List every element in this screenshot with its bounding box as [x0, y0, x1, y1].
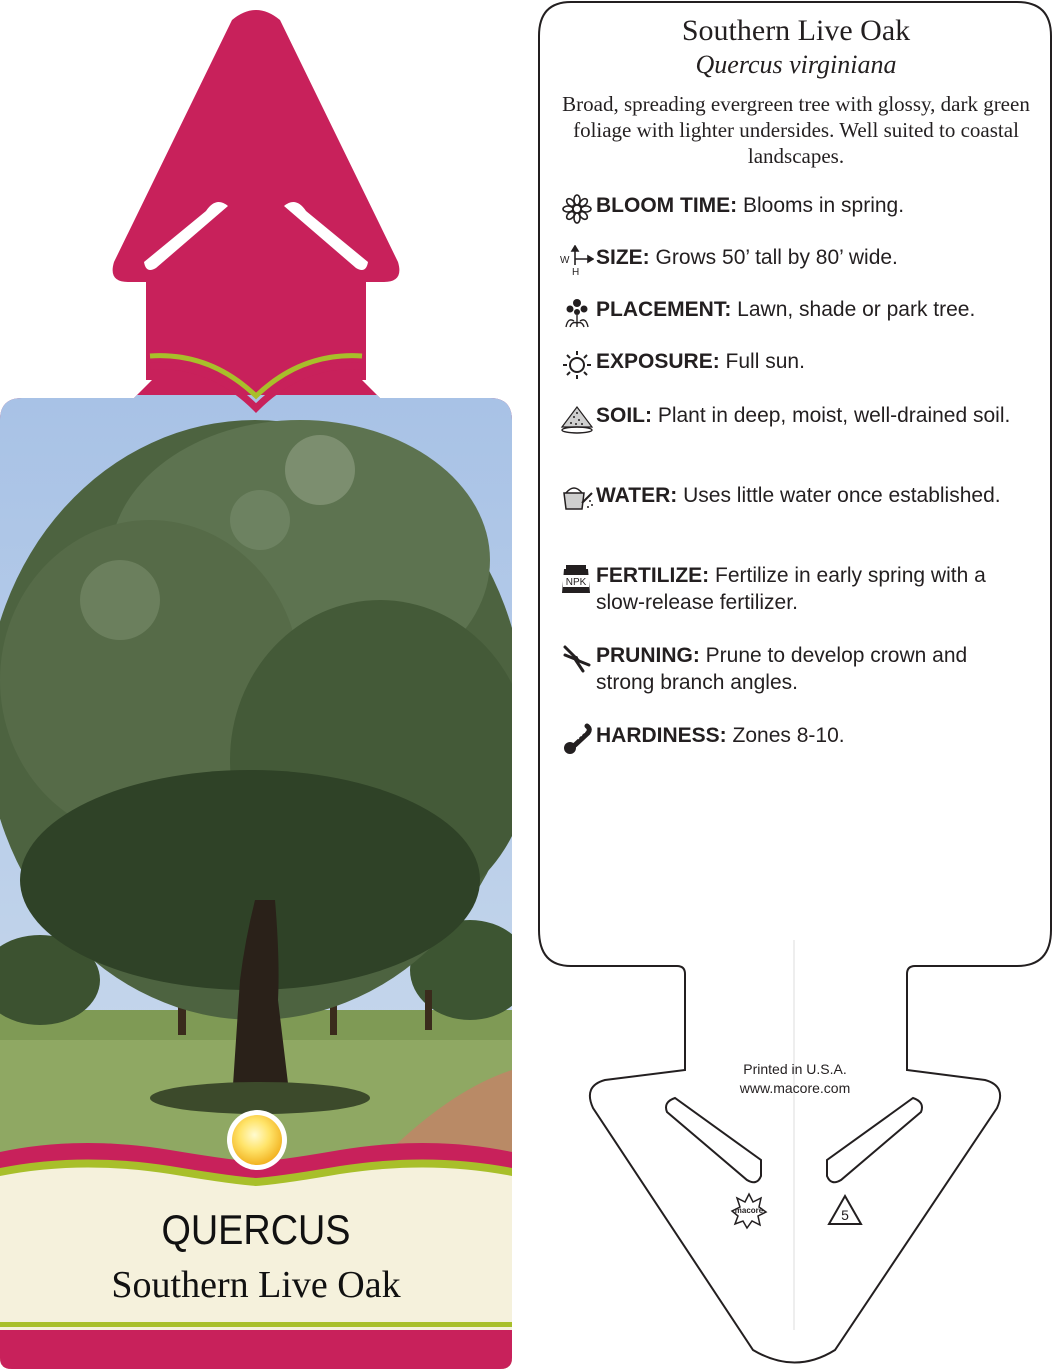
plant-common-name: Southern Live Oak: [111, 1264, 401, 1306]
care-text: Prune to develop crown and strong branch angles.: [596, 644, 968, 694]
plant-description: Broad, spreading evergreen tree with glossy, dark green foliage with lighter undersides. Well suited to coastal landscapes.: [562, 92, 1030, 168]
care-label: PLACEMENT:: [596, 298, 732, 321]
care-text: Lawn, shade or park tree.: [731, 298, 976, 321]
macore-logo-text: macore: [734, 1206, 764, 1215]
care-label: PRUNING:: [596, 644, 700, 667]
care-label: BLOOM TIME:: [596, 194, 738, 217]
care-row-pruning: [558, 642, 1028, 696]
front-tag: [0, 0, 520, 1369]
printed-note: [700, 1060, 890, 1098]
sun-icon: [558, 348, 596, 382]
care-label: SIZE:: [596, 246, 650, 269]
svg-text:W: W: [560, 255, 570, 266]
flower-icon: [558, 192, 596, 226]
pruners-icon: [558, 642, 596, 676]
hanger-arrow: [113, 10, 400, 380]
care-row-bloom: [558, 192, 1028, 226]
back-title: Southern Live Oak: [681, 14, 911, 47]
printed-country: Printed in U.S.A.: [743, 1061, 847, 1077]
care-row-water: [558, 482, 1028, 516]
svg-text:NPK: NPK: [565, 577, 587, 588]
care-row-size: [558, 244, 1028, 278]
plant-genus: QUERCUS: [161, 1206, 351, 1253]
thermometer-icon: [558, 722, 596, 756]
care-row-fertilize: [558, 562, 1028, 616]
care-label: FERTILIZE:: [596, 564, 710, 587]
care-label: WATER:: [596, 484, 678, 507]
care-row-soil: [558, 402, 1028, 436]
plants-icon: [558, 296, 596, 330]
care-text: Fertilize in early spring with a slow-release fertilizer.: [596, 564, 986, 614]
scientific-name: Quercus virginiana: [695, 50, 897, 79]
printed-website: www.macore.com: [739, 1080, 851, 1096]
care-label: SOIL:: [596, 404, 652, 427]
watering-can-icon: [558, 482, 596, 516]
care-text: Plant in deep, moist, well-drained soil.: [652, 404, 1011, 427]
size-arrows-icon: [558, 244, 596, 278]
fertilizer-bag-icon: [558, 562, 596, 596]
care-text: Zones 8-10.: [726, 724, 845, 747]
recycle-number: 5: [841, 1207, 849, 1223]
care-row-placement: [558, 296, 1028, 330]
soil-icon: [558, 402, 596, 436]
care-row-hardiness: [558, 722, 1028, 756]
care-text: Uses little water once established.: [677, 484, 1001, 507]
care-text: Full sun.: [719, 350, 805, 373]
care-text: Blooms in spring.: [737, 194, 905, 217]
care-row-exposure: [558, 348, 1028, 382]
care-text: Grows 50’ tall by 80’ wide.: [649, 246, 898, 269]
svg-text:H: H: [572, 267, 580, 277]
care-label: HARDINESS:: [596, 724, 727, 747]
care-label: EXPOSURE:: [596, 350, 720, 373]
